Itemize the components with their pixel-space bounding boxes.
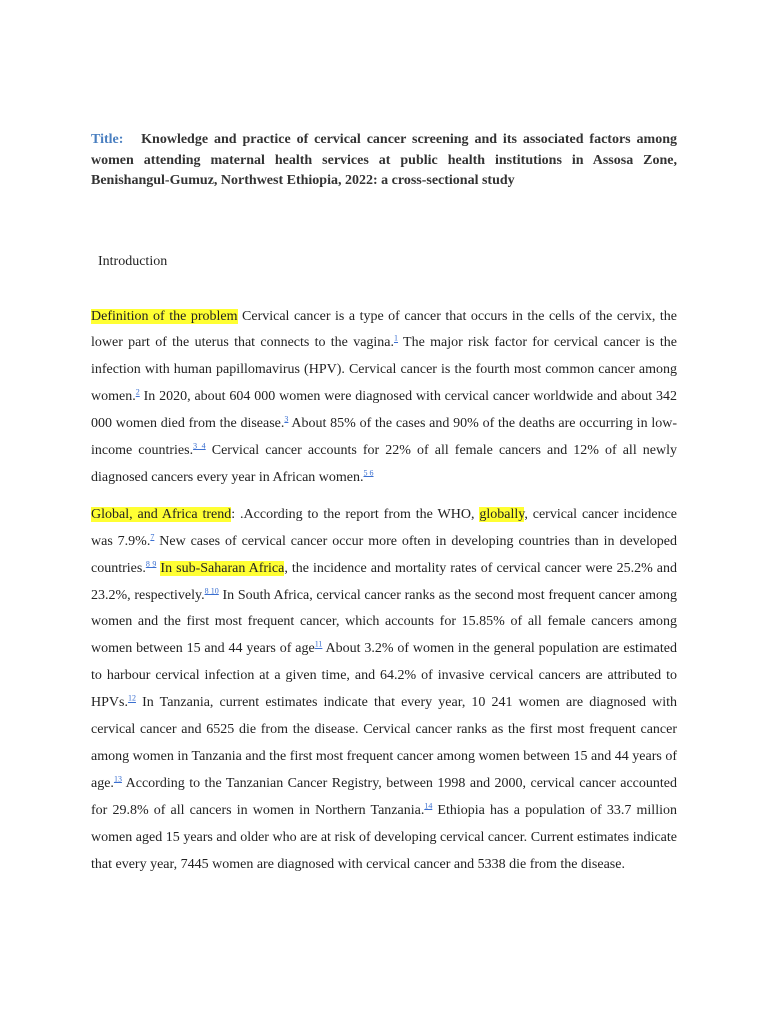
text-segment: : .According to the report from the WHO,: [231, 506, 480, 522]
reference-link-5-6[interactable]: 5 6: [363, 468, 374, 478]
document-title: [91, 130, 677, 192]
reference-link-3[interactable]: 3: [284, 414, 289, 424]
reference-link-3-4[interactable]: 3 4: [193, 441, 206, 451]
text-segment: About 85% of the cases and 90% of the deaths are occurring in low-income countries.: [91, 416, 677, 459]
paragraph-global-trend: [91, 502, 677, 879]
text-segment: In Tanzania, current estimates indicate that every year, 10 241 women are diagnosed with cervical cancer and 6525 die from the disease. Cervical cancer ranks as the first most frequent cancer among women in Tanzania and the first most frequent cancer among women between 15 and 44 years of age.: [91, 695, 677, 791]
introduction-heading: Introduction: [98, 253, 168, 269]
text-segment: , cervical cancer incidence was 7.9%.: [91, 506, 678, 549]
text-segment: About 3.2% of women in the general population are estimated to harbour cervical infection at a given time, and 64.2% of invasive cervical cancers are attributed to HPVs.: [91, 641, 678, 711]
highlight-sub-saharan-africa: In sub-Saharan Africa: [160, 560, 285, 576]
text-segment: Ethiopia has a population of 33.7 million women aged 15 years and older who are at risk of developing cervical cancer. Current estimates indicate that every year, 7445 women are diagnosed with cervical cancer and 5338 die from the disease.: [91, 802, 677, 872]
highlight-definition: Definition of the problem: [91, 308, 238, 324]
reference-link-1[interactable]: 1: [394, 333, 399, 343]
reference-link-8-10[interactable]: 8 10: [204, 585, 219, 595]
highlight-globally: globally: [479, 506, 525, 522]
title-label: Title:: [91, 132, 124, 147]
reference-link-11[interactable]: 11: [314, 639, 323, 649]
reference-link-2[interactable]: 2: [135, 387, 140, 397]
text-segment: Cervical cancer accounts for 22% of all female cancers and 12% of all newly diagnosed cancers every year in African women.: [91, 443, 677, 485]
reference-link-13[interactable]: 13: [113, 774, 122, 784]
text-segment: In 2020, about 604 000 women were diagnosed with cervical cancer worldwide and about 342 000 women died from the disease.: [91, 389, 677, 432]
highlight-global-africa-trend: Global, and Africa trend: [91, 506, 232, 522]
text-segment: The major risk factor for cervical cancer is the infection with human papillomavirus (HPV). Cervical cancer is the fourth most common cancer among women.: [91, 335, 678, 405]
document-page: [91, 130, 677, 879]
text-segment: , the incidence and mortality rates of cervical cancer were 25.2% and 23.2%, respectively.: [91, 560, 678, 603]
reference-link-14[interactable]: 14: [424, 801, 433, 811]
text-segment: According to the Tanzanian Cancer Registry, between 1998 and 2000, cervical cancer accounted for 29.8% of all cancers in women in Northern Tanzania.: [91, 775, 677, 818]
reference-link-8-9[interactable]: 8 9: [145, 559, 157, 568]
reference-link-7[interactable]: 7: [150, 532, 155, 542]
title-text: Knowledge and practice of cervical cancer screening and its associated factors among women attending maternal health services at public health institutions in Assosa Zone, Benishangul-Gumuz, Northwest Ethiopia, 2022: a cross-sectional study: [91, 132, 677, 188]
reference-link-12[interactable]: 12: [127, 693, 136, 703]
text-segment: In South Africa, cervical cancer ranks as the second most frequent cancer among women and the first most frequent cancer, which accounts for 15.85% of all female cancers among women between 15 and 44 years of age: [91, 587, 677, 657]
text-segment: New cases of cervical cancer occur more often in developing countries than in developed countries.: [91, 533, 677, 576]
paragraph-definition: [91, 304, 677, 492]
text-segment: Cervical cancer is a type of cancer that occurs in the cells of the cervix, the lower part of the uterus that connects to the vagina.: [91, 308, 678, 351]
